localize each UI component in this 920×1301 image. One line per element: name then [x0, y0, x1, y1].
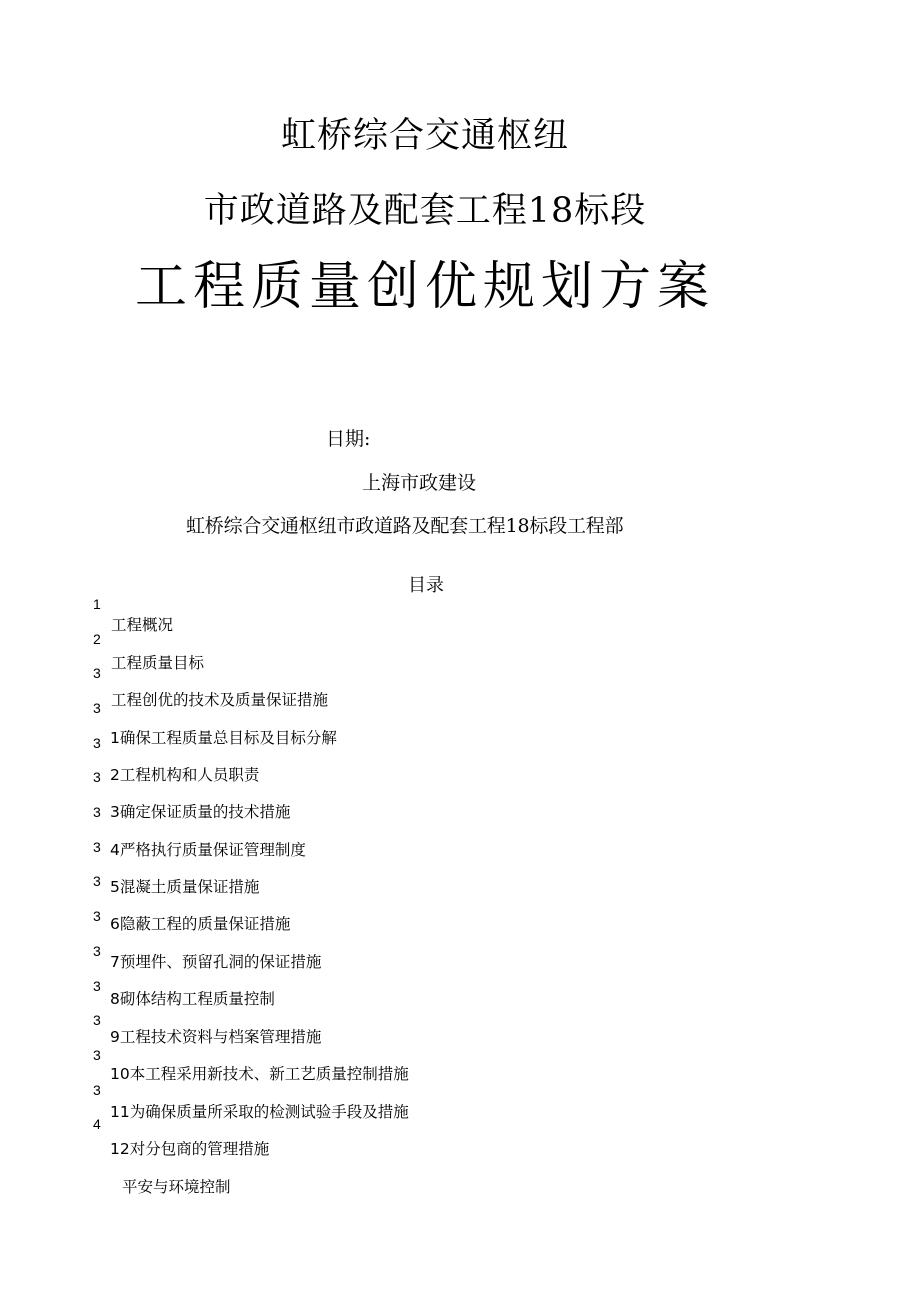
toc-entry[interactable]: 6隐蔽工程的质量保证措施 — [110, 915, 291, 933]
toc-page-number: 3 — [93, 908, 101, 924]
toc-entry[interactable]: 9工程技术资料与档案管理措施 — [110, 1028, 322, 1046]
toc-page-number: 4 — [93, 1116, 101, 1132]
toc-entry[interactable]: 工程质量目标 — [111, 654, 205, 672]
toc-entry[interactable]: 工程创优的技术及质量保证措施 — [111, 691, 329, 709]
toc-entry[interactable]: 10本工程采用新技术、新工艺质量控制措施 — [110, 1065, 409, 1083]
toc-entry[interactable]: 2工程机构和人员职责 — [110, 766, 260, 784]
date-label: 日期: — [326, 428, 371, 450]
toc-page-number: 3 — [93, 735, 101, 751]
toc-page-number: 3 — [93, 943, 101, 959]
department-name: 虹桥综合交通枢纽市政道路及配套工程18标段工程部 — [186, 515, 624, 537]
toc-entry[interactable]: 11为确保质量所采取的检测试验手段及措施 — [110, 1103, 409, 1121]
toc-page-number: 3 — [93, 769, 101, 785]
toc-entry[interactable]: 3确定保证质量的技术措施 — [110, 803, 291, 821]
toc-title: 目录 — [408, 575, 444, 596]
toc-entry[interactable]: 平安与环境控制 — [122, 1178, 231, 1196]
toc-entry[interactable]: 12对分包商的管理措施 — [110, 1140, 270, 1158]
toc-page-number: 2 — [93, 631, 101, 647]
toc-page-number: 3 — [93, 978, 101, 994]
toc-page-number: 3 — [93, 1082, 101, 1098]
toc-entry[interactable]: 5混凝土质量保证措施 — [110, 878, 260, 896]
toc-entry[interactable]: 7预埋件、预留孔洞的保证措施 — [110, 953, 322, 971]
document-main-title: 工程质量创优规划方案 — [134, 257, 715, 317]
toc-page-number: 3 — [93, 873, 101, 889]
toc-entry[interactable]: 工程概况 — [111, 616, 174, 634]
document-title-line-2: 市政道路及配套工程18标段 — [203, 191, 647, 231]
toc-page-number: 3 — [93, 839, 101, 855]
toc-page-number: 1 — [93, 596, 101, 612]
document-title-line-1: 虹桥综合交通枢纽 — [280, 116, 569, 156]
toc-page-number: 3 — [93, 700, 101, 716]
toc-page-number: 3 — [93, 1012, 101, 1028]
toc-page-number: 3 — [93, 1047, 101, 1063]
toc-entry[interactable]: 1确保工程质量总目标及目标分解 — [110, 729, 337, 747]
toc-page-number: 3 — [93, 804, 101, 820]
toc-page-number: 3 — [93, 665, 101, 681]
toc-entry[interactable]: 4严格执行质量保证管理制度 — [110, 841, 306, 859]
organization-name: 上海市政建设 — [362, 472, 477, 494]
toc-entry[interactable]: 8砌体结构工程质量控制 — [110, 990, 275, 1008]
